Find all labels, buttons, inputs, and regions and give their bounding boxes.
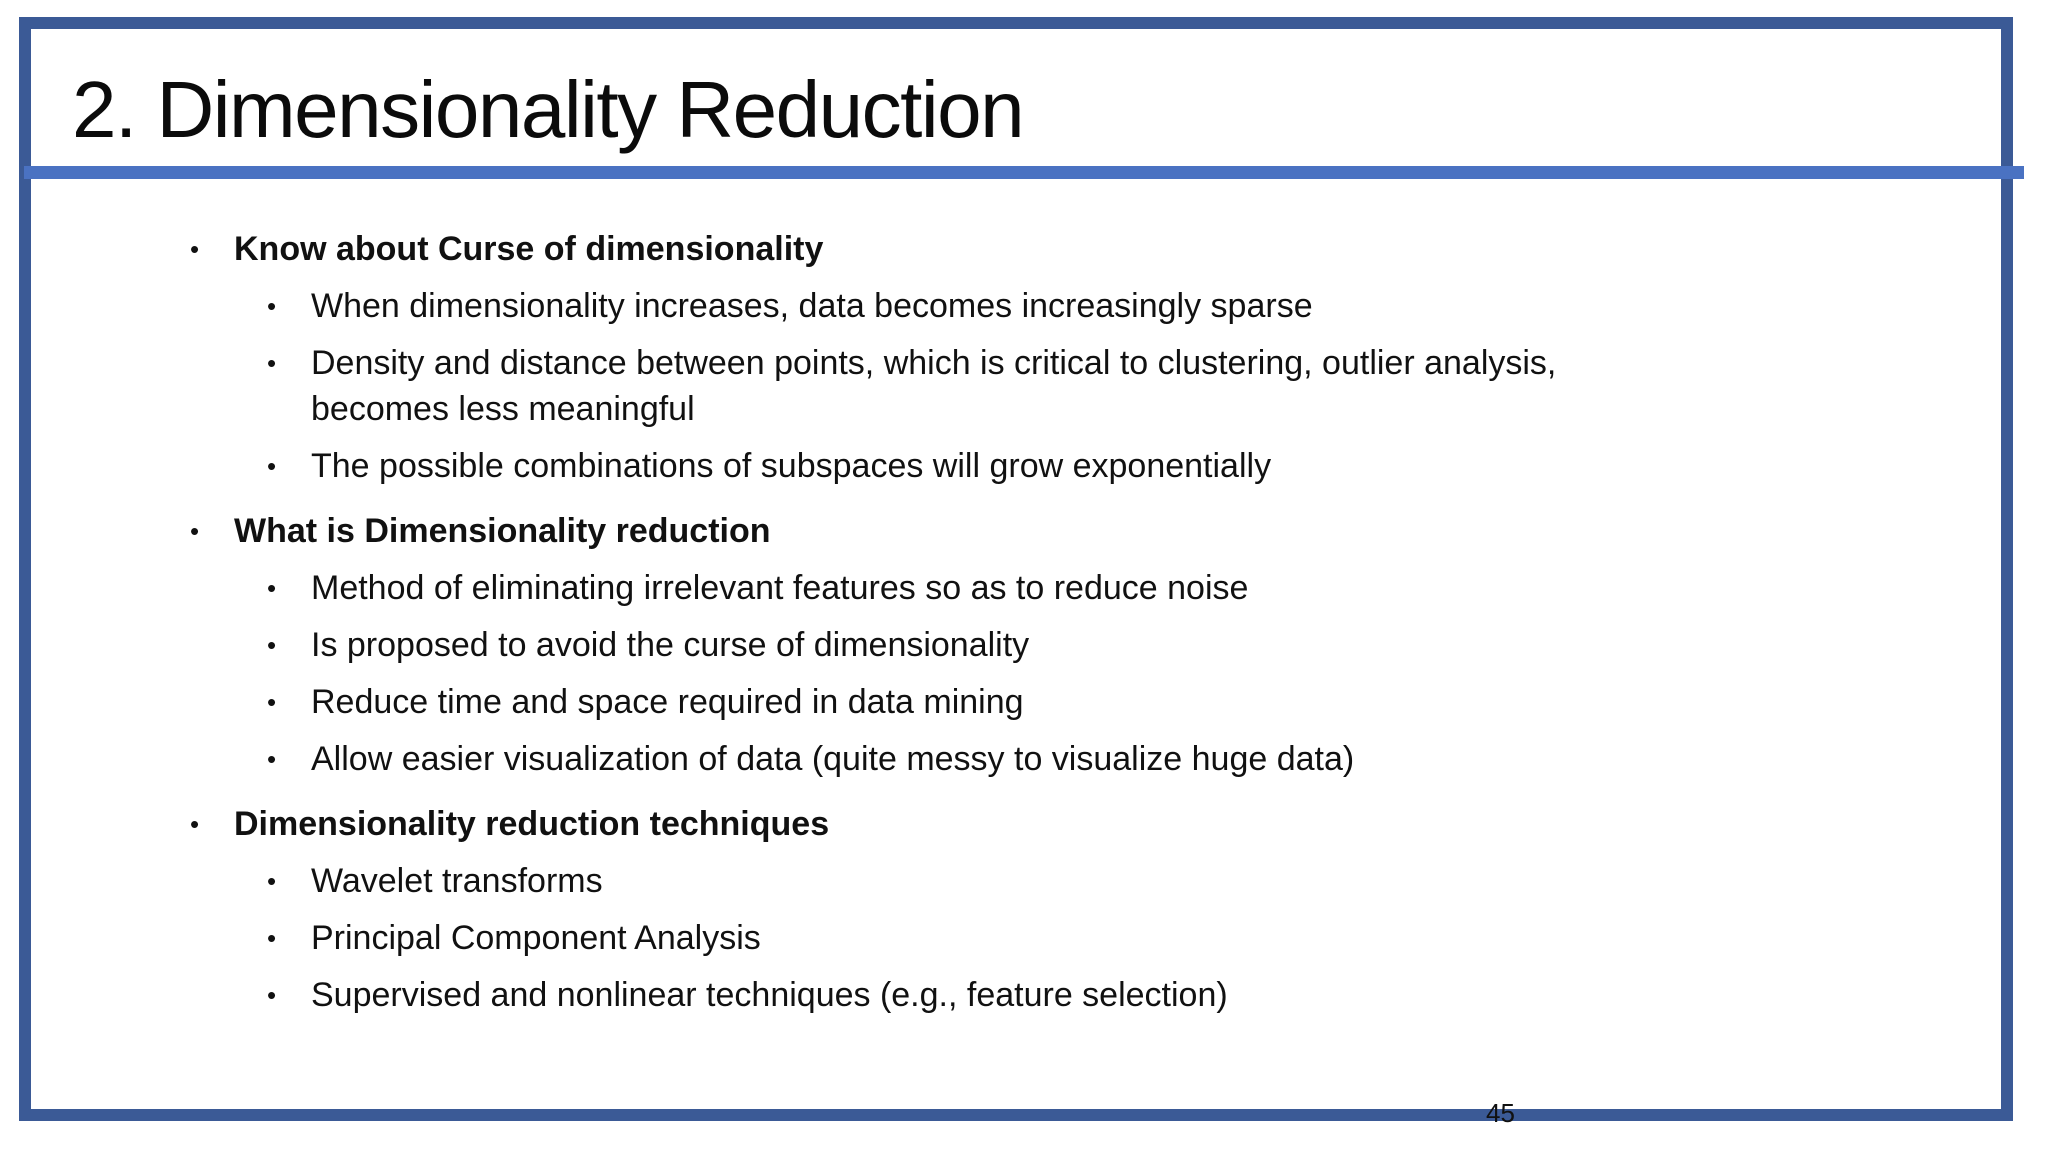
list-item-text: The possible combinations of subspaces will grow exponentially (311, 447, 1272, 485)
slide-body (190, 226, 1690, 1018)
list-item-text: Reduce time and space required in data mining (311, 683, 1024, 721)
section-heading-text: Know about Curse of dimensionality (234, 230, 824, 268)
bullet-icon: • (267, 866, 277, 896)
bullet-icon: • (267, 348, 277, 378)
bullet-icon: • (190, 234, 200, 264)
list-item (267, 679, 1690, 725)
list-item (267, 443, 1690, 489)
slide-title: 2. Dimensionality Reduction (72, 65, 1024, 154)
bullet-icon: • (267, 451, 277, 481)
list-item (267, 565, 1690, 611)
list-item-text: Density and distance between points, which is critical to clustering, outlier analysis, (311, 344, 1557, 382)
list-item-text: Allow easier visualization of data (quite messy to visualize huge data) (311, 740, 1355, 778)
list-item-text: Principal Component Analysis (311, 919, 761, 957)
bullet-icon: • (267, 573, 277, 603)
list-item (267, 972, 1690, 1018)
list-item-text: Is proposed to avoid the curse of dimensionality (311, 626, 1030, 664)
list-item (267, 340, 1690, 432)
list-item (267, 858, 1690, 904)
section-heading (190, 801, 1690, 847)
section-heading-text: What is Dimensionality reduction (234, 512, 771, 550)
list-item-text: Method of eliminating irrelevant features so as to reduce noise (311, 569, 1249, 607)
bullet-icon: • (190, 809, 200, 839)
bullet-icon: • (267, 291, 277, 321)
list-item (267, 283, 1690, 329)
bullet-icon: • (190, 516, 200, 546)
section-heading (190, 226, 1690, 272)
list-item (267, 622, 1690, 668)
list-item (267, 736, 1690, 782)
list-item-text: When dimensionality increases, data becomes increasingly sparse (311, 287, 1313, 325)
title-divider (24, 166, 2024, 179)
bullet-icon: • (267, 923, 277, 953)
bullet-icon: • (267, 687, 277, 717)
list-item (267, 915, 1690, 961)
section-heading-text: Dimensionality reduction techniques (234, 805, 830, 843)
list-item-text: Supervised and nonlinear techniques (e.g., feature selection) (311, 976, 1228, 1014)
bullet-icon: • (267, 744, 277, 774)
bullet-icon: • (267, 980, 277, 1010)
bullet-icon: • (267, 630, 277, 660)
list-item-text-continued: becomes less meaningful (311, 390, 695, 428)
section-heading (190, 508, 1690, 554)
page-number: 45 (1486, 1098, 1515, 1128)
list-item-text: Wavelet transforms (311, 862, 603, 900)
